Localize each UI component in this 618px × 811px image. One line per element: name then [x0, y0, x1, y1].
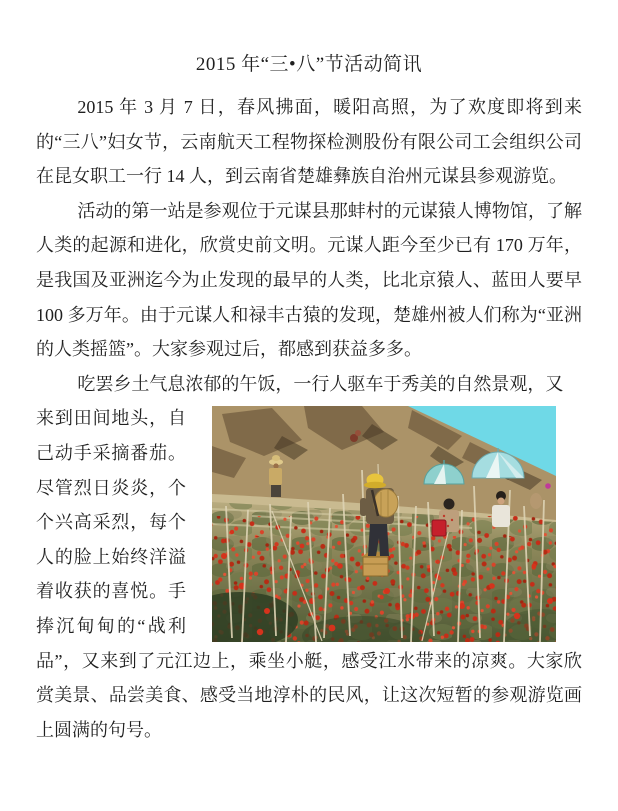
paragraph-2: 活动的第一站是参观位于元谋县那蚌村的元谋猿人博物馆，了解人类的起源和进化，欣赏史前文明。元谋人距今至少已有 170 万年，是我国及亚洲迄今为止发现的最早的人类，比北京猿人、蓝田人要早 100 多万年。由于元谋人和禄丰古猿的发现，楚雄州被人们称为“亚洲的人类摇篮”。大家参观过后，都感到获益多多。 — [36, 200, 582, 360]
field-photo — [212, 406, 556, 642]
paragraph-3-rest: 来到田间地头，自己动手采摘番茄。尽管烈日炎炎，个个兴高采烈，每个人的脸上始终洋溢着收获的喜悦。手捧沉甸甸的“战利品”，又来到了元江边上，乘坐小艇，感受江水带来的凉爽。大家欣赏美景、品尝美食、感受当地淳朴的民风，让这次短暂的参观游览画上圆满的句号。 — [36, 408, 582, 740]
photo-red-bag — [432, 520, 446, 536]
document-title: 2015 年“三•八”节活动简讯 — [195, 54, 423, 75]
paragraph-1: 2015 年 3 月 7 日，春风拂面，暖阳高照，为了欢度即将到来的“三八”妇女节，云南航天工程物探检测股份有限公司工会组织公司在昆女职工一行 14 人，到云南省楚雄彝族自治州元谋县参观游览。 — [36, 97, 582, 187]
paragraph-3-lead: 吃罢乡土气息浓郁的午饭，一行人驱车于秀美的自然景观，又 — [77, 373, 564, 394]
tomato-field-photo — [212, 406, 556, 642]
photo-person-left — [269, 455, 283, 497]
paragraph-3-body — [36, 401, 582, 747]
